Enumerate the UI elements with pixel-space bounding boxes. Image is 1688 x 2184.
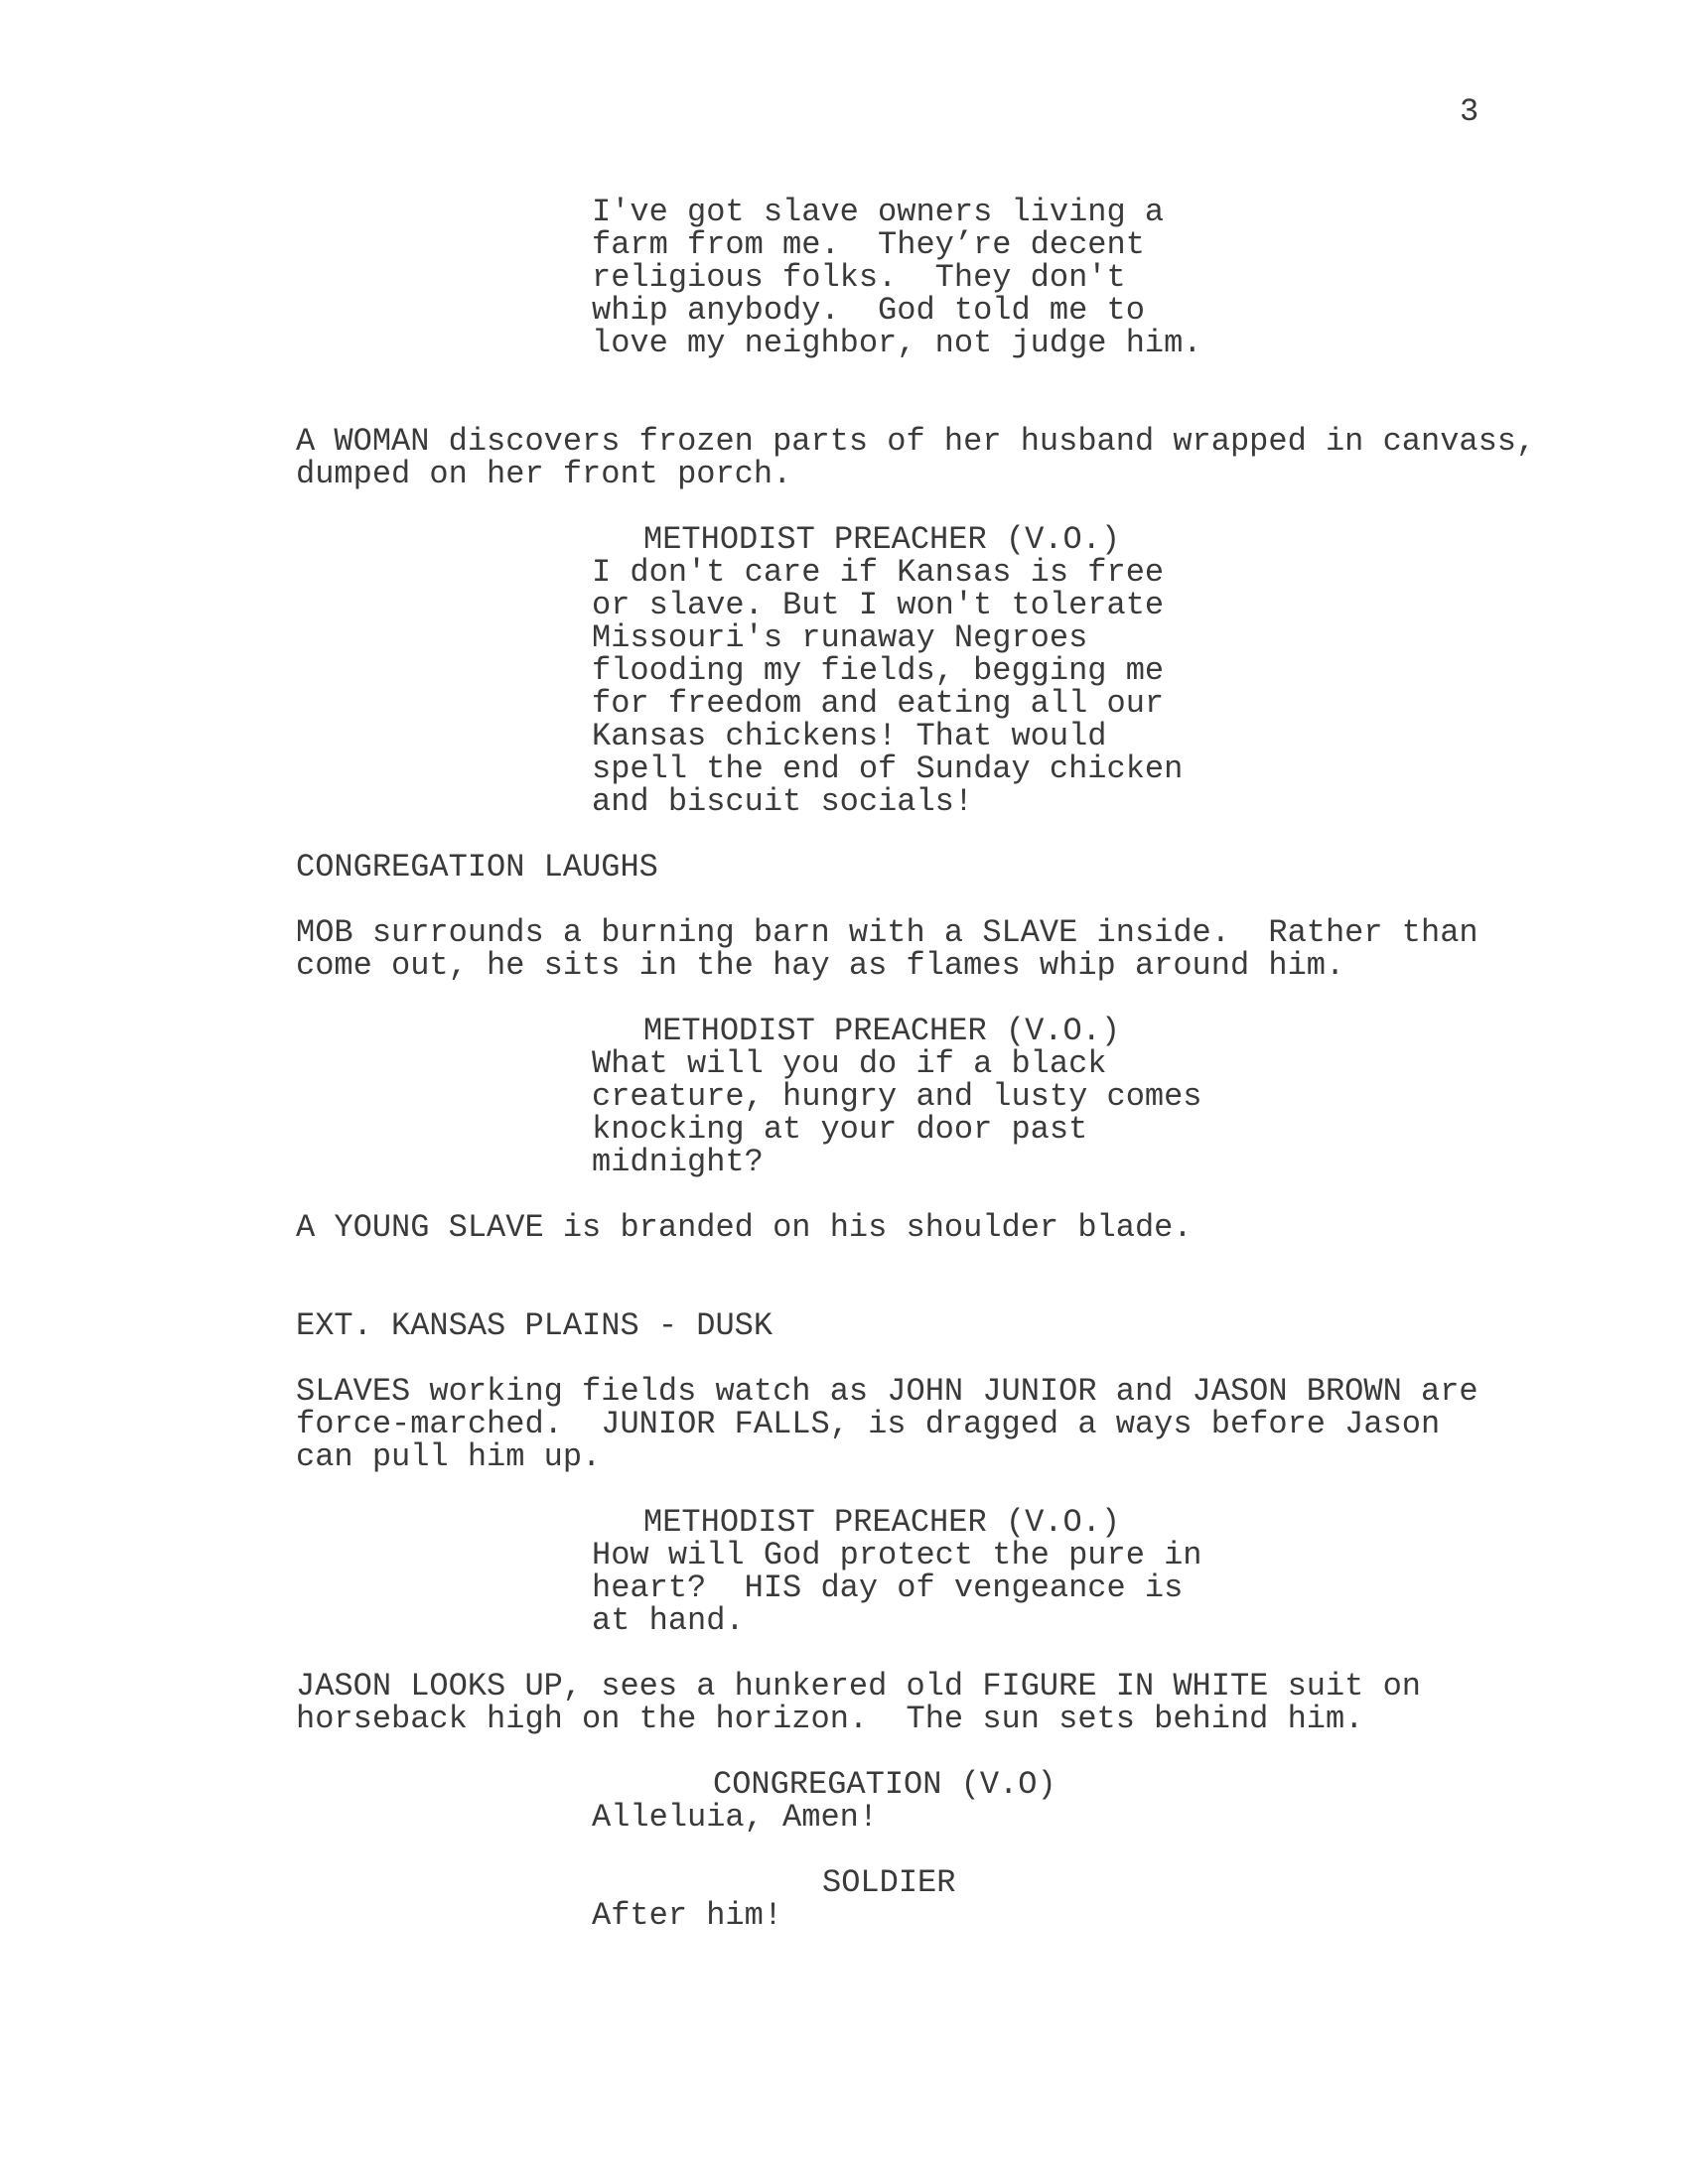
- character-cue: METHODIST PREACHER (V.O.): [643, 1504, 1121, 1541]
- dialogue-block: How will God protect the pure in heart? HIS day of vengeance is at hand.: [592, 1537, 1202, 1639]
- action-line: MOB surrounds a burning barn with a SLAVE inside. Rather than come out, he sits in the hay as flames whip around him.: [296, 914, 1478, 984]
- scene-heading: EXT. KANSAS PLAINS - DUSK: [296, 1307, 774, 1344]
- action-line: A WOMAN discovers frozen parts of her husband wrapped in canvass, dumped on her front porch.: [296, 423, 1536, 492]
- action-line: SLAVES working fields watch as JOHN JUNIOR and JASON BROWN are force-marched. JUNIOR FALLS, is dragged a ways before Jason can pull him up.: [296, 1373, 1478, 1475]
- page-number: 3: [1460, 93, 1479, 130]
- character-cue: METHODIST PREACHER (V.O.): [643, 521, 1121, 558]
- action-line: A YOUNG SLAVE is branded on his shoulder blade.: [296, 1209, 1193, 1246]
- dialogue-block: What will you do if a black creature, hungry and lusty comes knocking at your door past midnight?: [592, 1045, 1202, 1180]
- dialogue-block: Alleluia, Amen!: [592, 1799, 879, 1836]
- character-cue: CONGREGATION (V.O): [713, 1766, 1056, 1803]
- dialogue-block: I don't care if Kansas is free or slave. But I won't tolerate Missouri's runaway Negroes flooding my fields, begging me for freedom and eating all our Kansas chickens! That would spell the end of Sunday chicken and biscuit socials!: [592, 554, 1184, 820]
- action-line: JASON LOOKS UP, sees a hunkered old FIGURE IN WHITE suit on horseback high on the horizon. The sun sets behind him.: [296, 1668, 1421, 1737]
- dialogue-block: After him!: [592, 1897, 783, 1934]
- character-cue: SOLDIER: [822, 1864, 956, 1901]
- action-line: CONGREGATION LAUGHS: [296, 849, 658, 886]
- character-cue: METHODIST PREACHER (V.O.): [643, 1013, 1121, 1049]
- dialogue-block: I've got slave owners living a farm from me. They’re decent religious folks. They don't whip anybody. God told me to love my neighbor, not judge him.: [592, 194, 1202, 361]
